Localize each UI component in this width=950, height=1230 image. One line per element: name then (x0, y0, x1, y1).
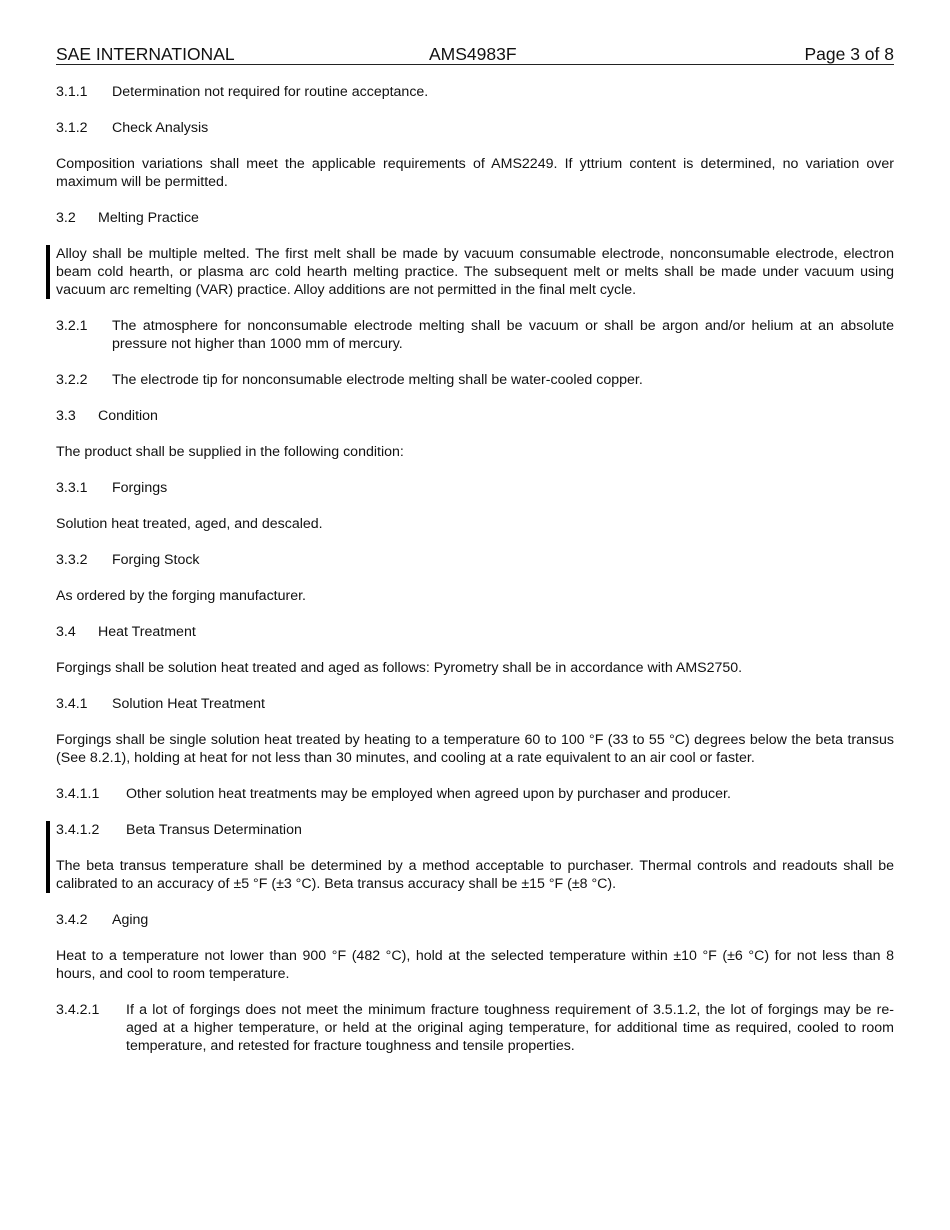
section-title: Beta Transus Determination (126, 822, 302, 838)
section-number: 3.4.2 (56, 912, 88, 928)
section-title: Heat Treatment (98, 624, 196, 640)
section-text: If a lot of forgings does not meet the minimum fracture toughness requirement of 3.5.1.2, the lot of forgings may be re-aged at a higher temperature, or held at the original aging temperature, for additional time as required, cooled to room temperature, and retested for fracture toughness and tensile properties. (126, 1002, 894, 1054)
para-3-1-1 (56, 83, 894, 101)
section-title: Melting Practice (98, 210, 199, 226)
section-number: 3.2.1 (56, 318, 88, 334)
header-page-number: Page 3 of 8 (804, 44, 894, 64)
heading-3-4-2 (56, 911, 894, 929)
section-number: 3.3 (56, 408, 76, 424)
header-organization: SAE INTERNATIONAL (56, 44, 235, 64)
document-body (56, 83, 894, 1073)
heading-3-2 (56, 209, 894, 227)
section-number: 3.3.2 (56, 552, 88, 568)
section-title: Condition (98, 408, 158, 424)
section-number: 3.1.1 (56, 84, 88, 100)
paragraph: Composition variations shall meet the applicable requirements of AMS2249. If yttrium content is determined, no variation over maximum will be permitted. (56, 156, 894, 190)
section-title: Check Analysis (112, 120, 209, 136)
paragraph: The beta transus temperature shall be determined by a method acceptable to purchaser. Thermal controls and readouts shall be calibrated to an accuracy of ±5 °F (±3 °C). Beta transus accuracy shall be ±15 °F (±8 °C). (56, 858, 894, 892)
paragraph: Heat to a temperature not lower than 900 °F (482 °C), hold at the selected temperature within ±10 °F (±6 °C) for not less than 8 hours, and cool to room temperature. (56, 948, 894, 982)
para-3-4-1-1 (56, 785, 894, 803)
paragraph: Solution heat treated, aged, and descaled. (56, 516, 323, 532)
section-number: 3.1.2 (56, 120, 88, 136)
section-text: The electrode tip for nonconsumable electrode melting shall be water-cooled copper. (112, 372, 643, 388)
revised-block (46, 821, 894, 893)
section-number: 3.2 (56, 210, 76, 226)
section-number: 3.3.1 (56, 480, 88, 496)
heading-3-1-2 (56, 119, 894, 137)
section-text: Determination not required for routine acceptance. (112, 84, 429, 100)
paragraph: The product shall be supplied in the following condition: (56, 444, 404, 460)
paragraph: As ordered by the forging manufacturer. (56, 588, 306, 604)
paragraph: Forgings shall be solution heat treated and aged as follows: Pyrometry shall be in accordance with AMS2750. (56, 660, 743, 676)
heading-3-4 (56, 623, 894, 641)
section-title: Aging (112, 912, 149, 928)
section-number: 3.4.2.1 (56, 1002, 100, 1018)
paragraph: Forgings shall be single solution heat treated by heating to a temperature 60 to 100 °F (33 to 55 °C) degrees below the beta transus (See 8.2.1), holding at heat for not less than 30 minutes, and cooling at a rate equivalent to an air cool or faster. (56, 732, 894, 766)
heading-3-4-1-2 (56, 821, 894, 839)
page-header (56, 44, 894, 65)
section-text: Other solution heat treatments may be employed when agreed upon by purchaser and producer. (126, 786, 731, 802)
section-number: 3.2.2 (56, 372, 88, 388)
section-number: 3.4.1.2 (56, 822, 100, 838)
section-title: Forging Stock (112, 552, 200, 568)
section-number: 3.4.1.1 (56, 786, 100, 802)
section-number: 3.4 (56, 624, 76, 640)
para-3-4-2-1 (56, 1001, 894, 1055)
section-title: Solution Heat Treatment (112, 696, 265, 712)
para-3-2-1 (56, 317, 894, 353)
heading-3-3-1 (56, 479, 894, 497)
para-3-2-2 (56, 371, 894, 389)
header-document-id: AMS4983F (429, 44, 517, 64)
section-title: Forgings (112, 480, 168, 496)
heading-3-4-1 (56, 695, 894, 713)
heading-3-3 (56, 407, 894, 425)
section-number: 3.4.1 (56, 696, 88, 712)
section-text: The atmosphere for nonconsumable electrode melting shall be vacuum or shall be argon and/or helium at an absolute pressure not higher than 1000 mm of mercury. (112, 318, 894, 352)
paragraph-revised: Alloy shall be multiple melted. The first melt shall be made by vacuum consumable electrode, nonconsumable electrode, electron beam cold hearth, or plasma arc cold hearth melting practice. The subsequent melt or melts shall be made under vacuum using vacuum arc remelting (VAR) practice. Alloy additions are not permitted in the final melt cycle. (46, 245, 894, 299)
heading-3-3-2 (56, 551, 894, 569)
